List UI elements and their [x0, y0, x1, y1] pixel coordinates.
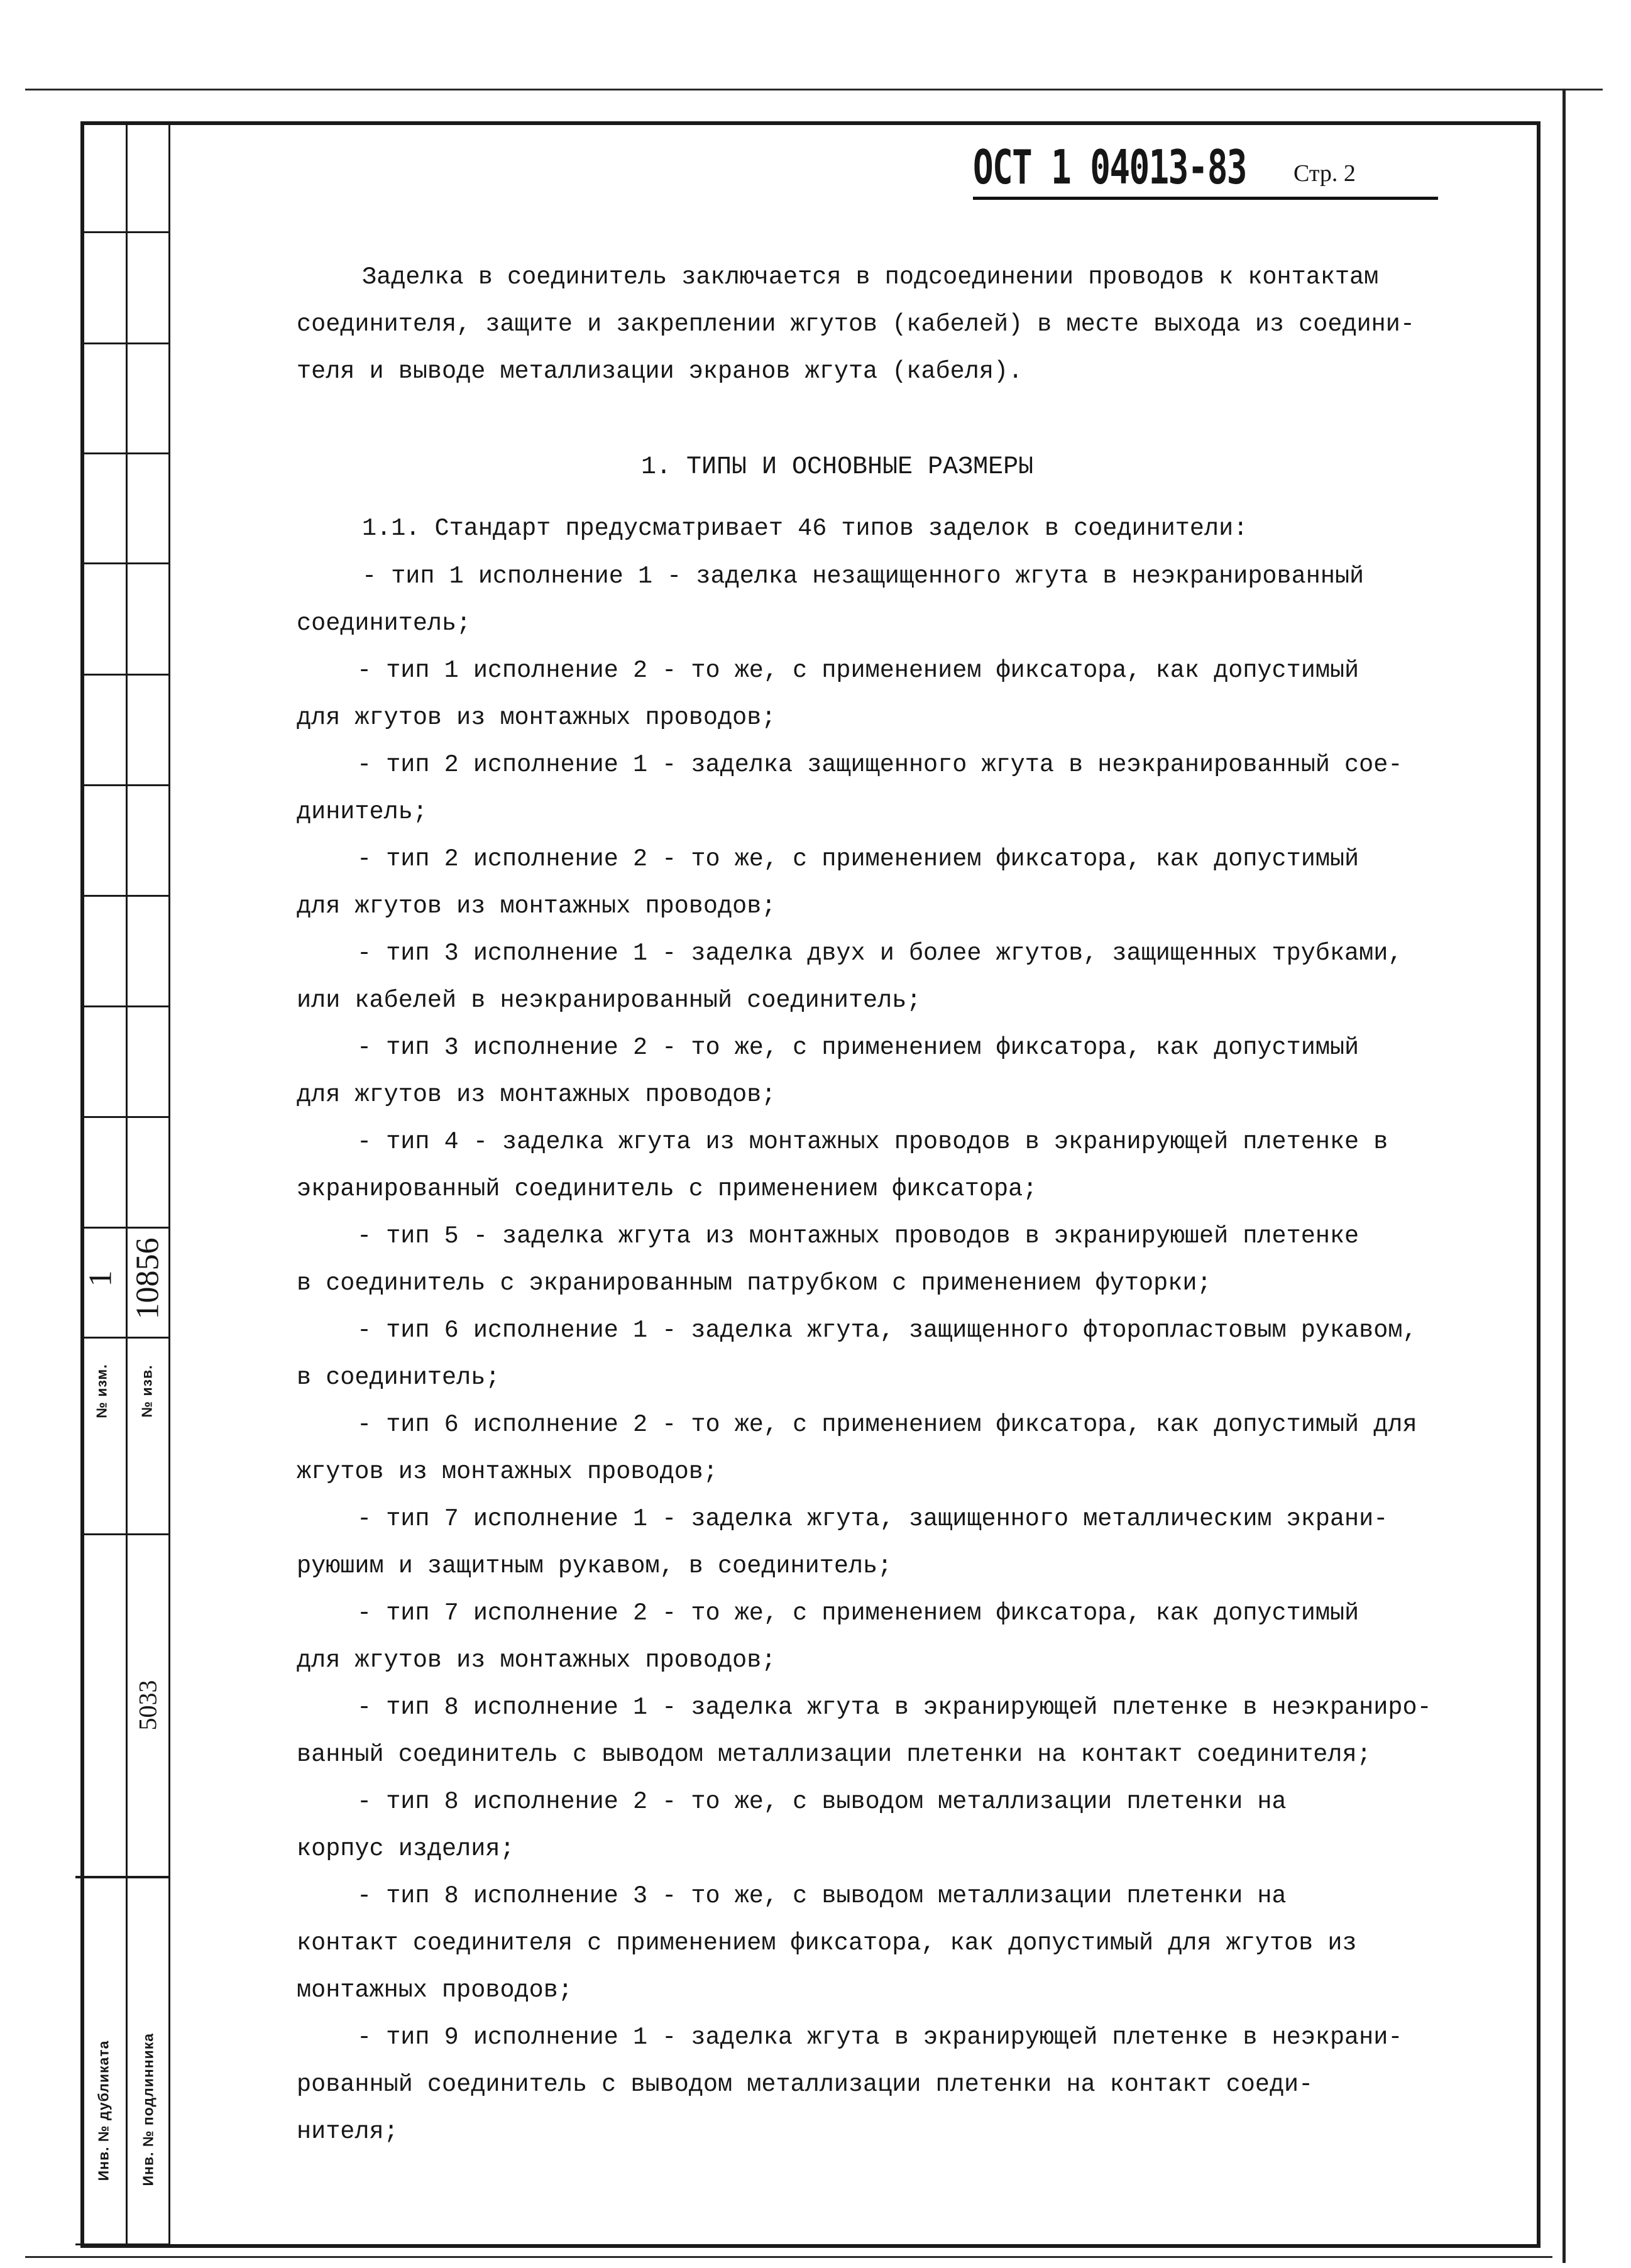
text-line: динитель; — [297, 798, 427, 826]
document-code: ОСТ 1 04013-83 — [973, 140, 1246, 195]
change-no-value: 1 — [82, 1270, 119, 1287]
notice-no-value: 10856 — [129, 1237, 166, 1320]
notice-no-label: № изв. — [138, 1364, 155, 1418]
original-number: 5033 — [133, 1680, 162, 1731]
text-line: - тип 5 - заделка жгута из монтажных проводов в экранируюшей плетенке — [357, 1222, 1359, 1250]
text-line: руюшим и защитным рукавом, в соединитель; — [297, 1552, 892, 1580]
text-line: - тип 4 - заделка жгута из монтажных проводов в экранирующей плетенке в — [357, 1128, 1388, 1156]
text-line: или кабелей в неэкранированный соединитель; — [297, 987, 921, 1014]
text-line: для жгутов из монтажных проводов; — [297, 892, 776, 920]
text-line: - тип 8 исполнение 3 - то же, с выводом металлизации плетенки на — [357, 1882, 1287, 1910]
text-line: теля и выводе металлизации экранов жгута (кабеля). — [297, 358, 1023, 385]
text-line: - тип 2 исполнение 1 - заделка защищенного жгута в неэкранированный сое- — [357, 751, 1403, 779]
change-no-label: № изм. — [93, 1364, 110, 1418]
text-line: в соединитель; — [297, 1364, 500, 1391]
text-line: - тип 1 исполнение 1 - заделка незащищенного жгута в неэкранированный — [362, 562, 1365, 590]
text-line: - тип 6 исполнение 2 - то же, с применением фиксатора, как допустимый для — [357, 1411, 1417, 1438]
text-line: - тип 2 исполнение 2 - то же, с применением фиксатора, как допустимый — [357, 845, 1359, 873]
text-line: корпус изделия; — [297, 1835, 515, 1863]
text-line: рованный соединитель с выводом металлизации плетенки на контакт соеди- — [297, 2071, 1314, 2098]
text-line: ванный соединитель с выводом металлизации плетенки на контакт соединителя; — [297, 1741, 1371, 1768]
text-line: для жгутов из монтажных проводов; — [297, 1646, 776, 1674]
text-line: - тип 3 исполнение 1 - заделка двух и более жгутов, защищенных трубками, — [357, 940, 1403, 967]
text-line: 1.1. Стандарт предусматривает 46 типов заделок в соединители: — [362, 515, 1248, 542]
text-line: - тип 9 исполнение 1 - заделка жгута в экранирующей плетенке в неэкрани- — [357, 2024, 1403, 2051]
text-line: - тип 3 исполнение 2 - то же, с применением фиксатора, как допустимый — [357, 1034, 1359, 1061]
section-heading: 1. ТИПЫ И ОСНОВНЫЕ РАЗМЕРЫ — [641, 453, 1034, 481]
text-line: - тип 8 исполнение 2 - то же, с выводом металлизации плетенки на — [357, 1788, 1287, 1816]
text-line: - тип 8 исполнение 1 - заделка жгута в экранирующей плетенке в неэкраниро- — [357, 1694, 1432, 1721]
text-line: для жгутов из монтажных проводов; — [297, 1081, 776, 1109]
text-line: - тип 7 исполнение 1 - заделка жгута, защищенного металлическим экрани- — [357, 1505, 1388, 1533]
text-line: монтажных проводов; — [297, 1976, 573, 2004]
text-line: в соединитель с экранированным патрубком с применением футорки; — [297, 1269, 1212, 1297]
text-line: соединитель; — [297, 610, 471, 637]
text-line: жгутов из монтажных проводов; — [297, 1458, 718, 1486]
text-line: Заделка в соединитель заключается в подсоединении проводов к контактам — [362, 263, 1379, 291]
text-line: соединителя, защите и закреплении жгутов (кабелей) в месте выхода из соедини- — [297, 310, 1415, 338]
text-line: для жгутов из монтажных проводов; — [297, 704, 776, 731]
text-line: - тип 6 исполнение 1 - заделка жгута, защищенного фторопластовым рукавом, — [357, 1317, 1417, 1344]
text-line: нителя; — [297, 2118, 398, 2145]
duplicate-inv-label: Инв. № дубликата — [95, 2040, 112, 2181]
text-line: экранированный соединитель с применением фиксатора; — [297, 1175, 1038, 1203]
original-inv-label: Инв. № подлинника — [140, 2032, 157, 2186]
page-number: Стр. 2 — [1293, 160, 1356, 187]
text-line: контакт соединителя с применением фиксатора, как допустимый для жгутов из — [297, 1929, 1357, 1957]
text-line: - тип 1 исполнение 2 - то же, с применением фиксатора, как допустимый — [357, 657, 1359, 684]
text-line: - тип 7 исполнение 2 - то же, с применением фиксатора, как допустимый — [357, 1599, 1359, 1627]
